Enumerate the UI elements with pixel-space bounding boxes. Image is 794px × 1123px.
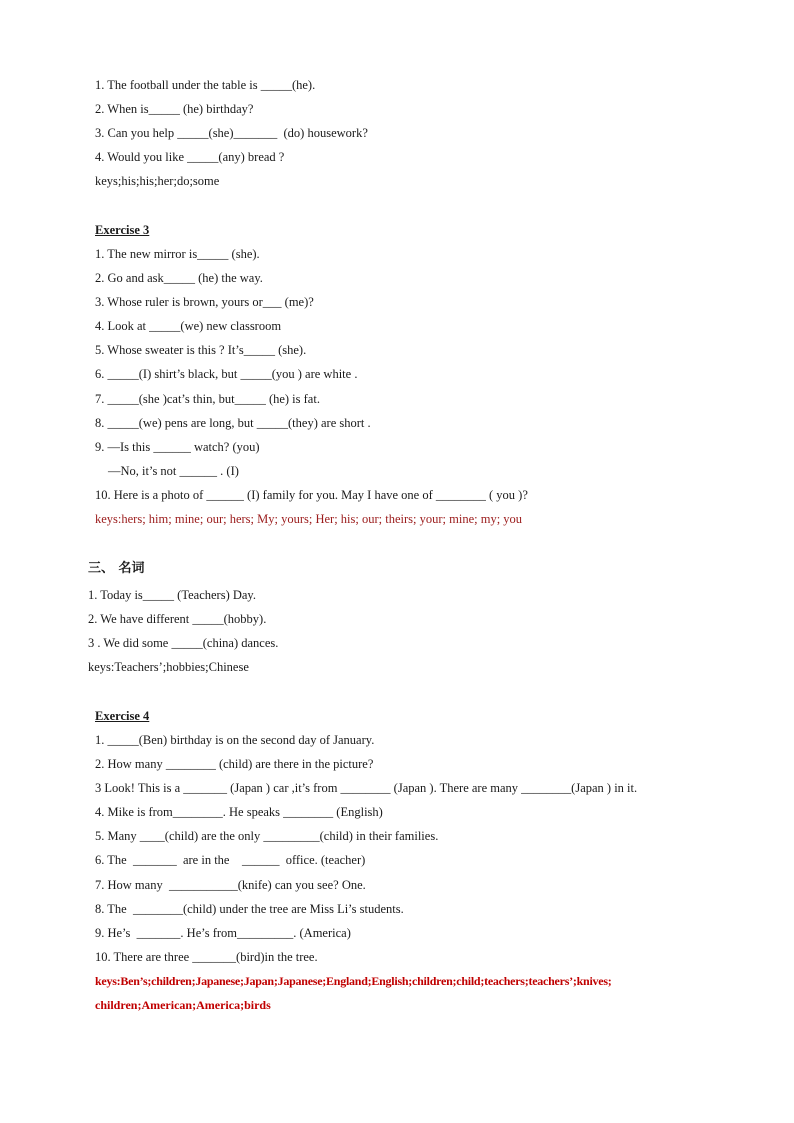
question-line: 2. Go and ask_____ (he) the way. <box>95 271 263 285</box>
question-line: 8. _____(we) pens are long, but _____(they) are short . <box>95 416 371 430</box>
question-line: 4. Look at _____(we) new classroom <box>95 319 282 333</box>
question-line: 2. When is_____ (he) birthday? <box>95 102 254 116</box>
answer-key: keys:Ben’s;children;Japanese;Japan;Japanese;England;English;children;child;teachers;teachers’;knives; <box>95 974 612 988</box>
question-line: 9. He’s _______. He’s from_________. (America) <box>95 926 351 940</box>
question-line: 5. Many ____(child) are the only _________(child) in their families. <box>95 829 439 843</box>
question-line: 3 . We did some _____(china) dances. <box>88 636 279 650</box>
question-line: 3 Look! This is a _______ (Japan ) car ,it’s from ________ (Japan ). There are many ________(Japan ) in it. <box>95 781 638 795</box>
question-line: —No, it’s not ______ . (I) <box>108 464 239 478</box>
answer-key: keys:hers; him; mine; our; hers; My; yours; Her; his; our; theirs; your; mine; my; you <box>95 512 523 526</box>
question-line: 4. Would you like _____(any) bread ? <box>95 150 285 164</box>
question-line: 1. The football under the table is _____(he). <box>95 78 316 92</box>
question-line: 6. _____(I) shirt’s black, but _____(you ) are white . <box>95 367 358 381</box>
question-line: 8. The ________(child) under the tree are Miss Li’s students. <box>95 902 404 916</box>
question-line: 10. There are three _______(bird)in the tree. <box>95 950 318 964</box>
question-line: 1. Today is_____ (Teachers) Day. <box>88 588 256 602</box>
answer-key: keys:Teachers’;hobbies;Chinese <box>88 660 249 674</box>
question-line: 3. Whose ruler is brown, yours or___ (me)? <box>95 295 314 309</box>
question-line: 5. Whose sweater is this ? It’s_____ (she). <box>95 343 307 357</box>
question-line: 4. Mike is from________. He speaks ________ (English) <box>95 805 383 819</box>
question-line: 7. How many ___________(knife) can you see? One. <box>95 878 366 892</box>
exercise-4-title: Exercise 4 <box>95 709 150 723</box>
question-line: 1. _____(Ben) birthday is on the second day of January. <box>95 733 375 747</box>
question-line: 10. Here is a photo of ______ (I) family for you. May I have one of ________ ( you )? <box>95 488 528 502</box>
section-title: 三、 名词 <box>88 561 145 576</box>
answer-key: keys;his;his;her;do;some <box>95 174 220 188</box>
question-line: 2. How many ________ (child) are there in the picture? <box>95 757 374 771</box>
question-line: 2. We have different _____(hobby). <box>88 612 267 626</box>
question-line: 3. Can you help _____(she)_______ (do) housework? <box>95 126 368 140</box>
question-line: 7. _____(she )cat’s thin, but_____ (he) is fat. <box>95 392 320 406</box>
question-line: 1. The new mirror is_____ (she). <box>95 247 260 261</box>
question-line: 9. —Is this ______ watch? (you) <box>95 440 260 454</box>
answer-key: children;American;America;birds <box>95 998 271 1012</box>
question-line: 6. The _______ are in the ______ office. (teacher) <box>95 853 366 867</box>
exercise-3-title: Exercise 3 <box>95 223 150 237</box>
